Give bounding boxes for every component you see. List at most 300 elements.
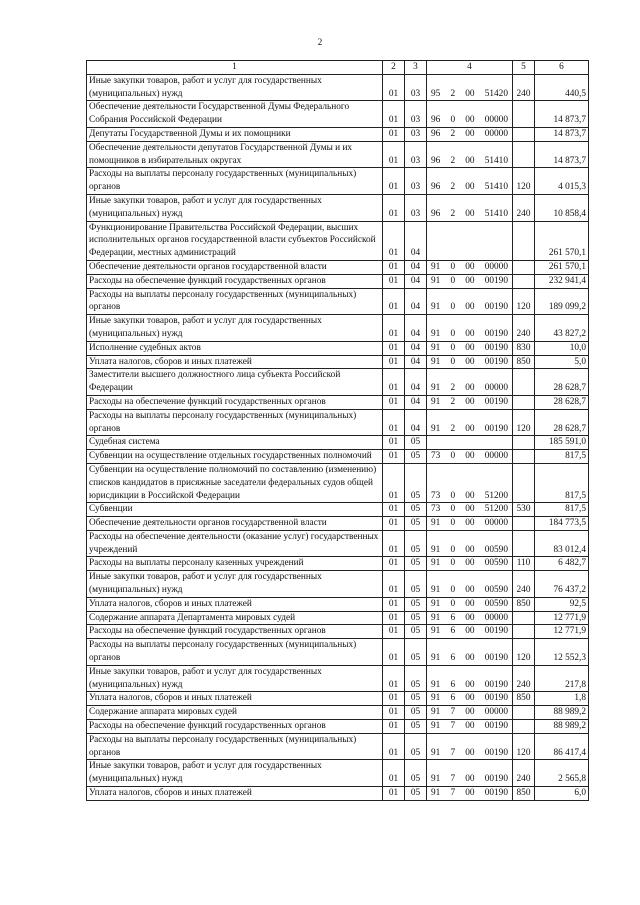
target-article-part: 00 — [465, 261, 475, 272]
section-code: 01 — [383, 597, 405, 611]
target-article-part: 00190 — [484, 356, 508, 367]
target-article-part: 91 — [431, 693, 441, 704]
target-article-part: 00 — [465, 504, 475, 515]
target-article-part: 00 — [465, 328, 475, 339]
target-article-code — [427, 639, 513, 666]
target-article-part: 96 — [431, 155, 441, 166]
target-article-part: 51410 — [484, 155, 508, 166]
expense-type-code — [513, 260, 535, 274]
page-number: 2 — [317, 37, 323, 47]
section-code: 01 — [383, 168, 405, 195]
table-row — [87, 450, 589, 464]
table-row — [87, 74, 589, 101]
target-article-parts — [429, 396, 510, 409]
target-article-part: 00190 — [484, 626, 508, 637]
section-code: 01 — [383, 665, 405, 692]
subsection-code: 04 — [405, 355, 427, 369]
subsection-code: 05 — [405, 517, 427, 531]
target-article-part: 91 — [431, 396, 441, 407]
subsection-code: 04 — [405, 260, 427, 274]
expense-name: Депутаты Государственной Думы и их помощники — [87, 127, 383, 141]
target-article-part: 00 — [465, 679, 475, 690]
expense-name: Обеспечение деятельности органов государственной власти — [87, 517, 383, 531]
target-article-code — [427, 463, 513, 502]
target-article-part: 6 — [450, 653, 456, 664]
expense-type-code: 850 — [513, 355, 535, 369]
target-article-part: 00 — [465, 788, 475, 799]
table-row — [87, 530, 589, 557]
expense-name: Обеспечение деятельности депутатов Государственной Думы и их помощников в избирательных округах — [87, 141, 383, 168]
amount: 189 099,2 — [535, 288, 589, 315]
target-article-parts — [429, 706, 510, 719]
target-article-code — [427, 288, 513, 315]
expense-type-code: 530 — [513, 503, 535, 517]
target-article-part: 0 — [450, 115, 456, 126]
target-article-part: 0 — [450, 302, 456, 313]
table-row — [87, 571, 589, 598]
target-article-part: 00 — [465, 115, 475, 126]
target-article-part: 0 — [450, 585, 456, 596]
target-article-part: 7 — [450, 721, 456, 732]
expense-type-code: 850 — [513, 597, 535, 611]
target-article-code — [427, 260, 513, 274]
target-article-code — [427, 194, 513, 221]
amount: 88 989,2 — [535, 720, 589, 734]
subsection-code: 03 — [405, 141, 427, 168]
target-article-part: 91 — [431, 679, 441, 690]
target-article-part: 00000 — [484, 115, 508, 126]
target-article-part: 00190 — [484, 721, 508, 732]
target-article-parts — [429, 679, 510, 692]
target-article-part: 0 — [450, 518, 456, 529]
target-article-part: 00190 — [484, 275, 508, 286]
expense-name: Расходы на выплаты персоналу казенных учреждений — [87, 557, 383, 571]
target-article-part: 00190 — [484, 302, 508, 313]
target-article-code — [427, 450, 513, 464]
expense-name: Расходы на обеспечение функций государственных органов — [87, 625, 383, 639]
subsection-code: 05 — [405, 720, 427, 734]
target-article-part: 00000 — [484, 518, 508, 529]
expense-type-code: 240 — [513, 74, 535, 101]
section-code: 01 — [383, 74, 405, 101]
amount: 4 015,3 — [535, 168, 589, 195]
amount: 817,5 — [535, 463, 589, 502]
expense-type-code — [513, 395, 535, 409]
section-code: 01 — [383, 450, 405, 464]
table-row — [87, 369, 589, 396]
subsection-code: 05 — [405, 611, 427, 625]
amount: 184 773,5 — [535, 517, 589, 531]
target-article-part: 0 — [450, 544, 456, 555]
target-article-code — [427, 692, 513, 706]
target-article-parts — [429, 155, 510, 168]
target-article-parts — [429, 503, 510, 516]
expense-type-code — [513, 127, 535, 141]
expense-name: Субвенции на осуществление отдельных государственных полномочий — [87, 450, 383, 464]
target-article-part: 00 — [465, 585, 475, 596]
subsection-code: 05 — [405, 557, 427, 571]
amount: 43 827,2 — [535, 315, 589, 342]
amount: 92,5 — [535, 597, 589, 611]
target-article-part: 91 — [431, 356, 441, 367]
target-article-part: 0 — [450, 328, 456, 339]
target-article-part: 91 — [431, 788, 441, 799]
target-article-part: 00590 — [484, 558, 508, 569]
section-code: 01 — [383, 288, 405, 315]
target-article-code — [427, 436, 513, 450]
target-article-part: 00 — [465, 626, 475, 637]
target-article-parts — [429, 356, 510, 369]
table-row — [87, 625, 589, 639]
expense-name: Субвенции — [87, 503, 383, 517]
expense-type-code — [513, 706, 535, 720]
target-article-parts — [429, 490, 510, 503]
section-code: 01 — [383, 355, 405, 369]
target-article-code — [427, 517, 513, 531]
section-code: 01 — [383, 706, 405, 720]
target-article-parts — [429, 128, 510, 141]
target-article-parts — [429, 423, 510, 436]
target-article-part: 7 — [450, 788, 456, 799]
target-article-code — [427, 221, 513, 260]
expense-name: Расходы на выплаты персоналу государственных (муниципальных) органов — [87, 288, 383, 315]
expense-type-code: 240 — [513, 194, 535, 221]
target-article-part: 91 — [431, 261, 441, 272]
section-code: 01 — [383, 274, 405, 288]
amount: 1,8 — [535, 692, 589, 706]
target-article-parts — [429, 692, 510, 705]
subsection-code: 05 — [405, 665, 427, 692]
expense-name: Уплата налогов, сборов и иных платежей — [87, 692, 383, 706]
target-article-part: 0 — [450, 342, 456, 353]
target-article-parts — [429, 787, 510, 800]
target-article-code — [427, 355, 513, 369]
target-article-part: 91 — [431, 707, 441, 718]
subsection-code: 05 — [405, 787, 427, 801]
subsection-code: 04 — [405, 341, 427, 355]
target-article-part: 51410 — [484, 208, 508, 219]
table-row — [87, 168, 589, 195]
expense-type-code — [513, 436, 535, 450]
target-article-part: 0 — [450, 490, 456, 501]
section-code: 01 — [383, 760, 405, 787]
section-code: 01 — [383, 101, 405, 128]
target-article-part: 00000 — [484, 707, 508, 718]
expense-type-code — [513, 450, 535, 464]
target-article-parts — [429, 181, 510, 194]
target-article-part: 51410 — [484, 182, 508, 193]
target-article-part: 95 — [431, 88, 441, 99]
section-code: 01 — [383, 194, 405, 221]
target-article-part: 00 — [465, 612, 475, 623]
target-article-part: 00 — [465, 275, 475, 286]
target-article-code — [427, 733, 513, 760]
subsection-code: 05 — [405, 760, 427, 787]
target-article-part: 0 — [450, 356, 456, 367]
target-article-part: 2 — [450, 88, 456, 99]
amount: 2 565,8 — [535, 760, 589, 787]
expense-type-code — [513, 463, 535, 502]
target-article-part: 00190 — [484, 653, 508, 664]
target-article-part: 00000 — [484, 612, 508, 623]
table-row — [87, 141, 589, 168]
table-row — [87, 706, 589, 720]
expense-type-code: 240 — [513, 571, 535, 598]
target-article-part: 91 — [431, 585, 441, 596]
target-article-part: 00 — [465, 544, 475, 555]
expense-name: Судебная система — [87, 436, 383, 450]
expense-name: Уплата налогов, сборов и иных платежей — [87, 597, 383, 611]
target-article-part: 91 — [431, 423, 441, 434]
table-row — [87, 463, 589, 502]
target-article-part: 00190 — [484, 693, 508, 704]
target-article-part: 00 — [465, 356, 475, 367]
table-row — [87, 760, 589, 787]
target-article-part: 73 — [431, 451, 441, 462]
section-code: 01 — [383, 625, 405, 639]
expense-type-code — [513, 221, 535, 260]
subsection-code: 04 — [405, 274, 427, 288]
table-row — [87, 557, 589, 571]
table-row — [87, 101, 589, 128]
table-row — [87, 288, 589, 315]
target-article-code — [427, 101, 513, 128]
subsection-code: 03 — [405, 127, 427, 141]
table-row — [87, 260, 589, 274]
column-header: 6 — [535, 61, 589, 75]
target-article-parts — [429, 275, 510, 288]
target-article-part: 00 — [465, 396, 475, 407]
target-article-parts — [429, 557, 510, 570]
subsection-code: 05 — [405, 625, 427, 639]
target-article-part: 00590 — [484, 544, 508, 555]
table-row — [87, 221, 589, 260]
target-article-part: 00 — [465, 208, 475, 219]
table-row — [87, 127, 589, 141]
target-article-part: 2 — [450, 155, 456, 166]
subsection-code: 05 — [405, 450, 427, 464]
section-code: 01 — [383, 530, 405, 557]
target-article-part: 2 — [450, 128, 456, 139]
amount: 76 437,2 — [535, 571, 589, 598]
subsection-code: 04 — [405, 369, 427, 396]
target-article-part: 2 — [450, 396, 456, 407]
subsection-code: 03 — [405, 194, 427, 221]
target-article-code — [427, 760, 513, 787]
target-article-part: 00190 — [484, 747, 508, 758]
table-row — [87, 665, 589, 692]
target-article-part: 91 — [431, 342, 441, 353]
target-article-part: 00000 — [484, 383, 508, 394]
section-code: 01 — [383, 571, 405, 598]
table-row — [87, 355, 589, 369]
expense-type-code: 240 — [513, 315, 535, 342]
target-article-part: 51200 — [484, 504, 508, 515]
expense-name: Функционирование Правительства Российской Федерации, высших исполнительных органов государственной власти субъектов Российской Федерации, местных администраций — [87, 221, 383, 260]
target-article-part: 00 — [465, 302, 475, 313]
target-article-part: 00190 — [484, 342, 508, 353]
target-article-part: 00 — [465, 155, 475, 166]
target-article-part: 00 — [465, 721, 475, 732]
subsection-code: 03 — [405, 74, 427, 101]
target-article-part: 51200 — [484, 490, 508, 501]
expense-type-code: 830 — [513, 341, 535, 355]
target-article-part: 6 — [450, 679, 456, 690]
expense-name: Расходы на обеспечение функций государственных органов — [87, 720, 383, 734]
budget-table — [86, 60, 589, 801]
target-article-part: 91 — [431, 612, 441, 623]
target-article-part: 96 — [431, 182, 441, 193]
target-article-code — [427, 503, 513, 517]
target-article-code — [427, 557, 513, 571]
target-article-parts — [429, 584, 510, 597]
target-article-code — [427, 571, 513, 598]
target-article-part: 91 — [431, 558, 441, 569]
expense-type-code — [513, 274, 535, 288]
table-row — [87, 409, 589, 436]
expense-type-code — [513, 530, 535, 557]
target-article-part: 00000 — [484, 451, 508, 462]
column-header: 4 — [427, 61, 513, 75]
expense-name: Иные закупки товаров, работ и услуг для государственных (муниципальных) нужд — [87, 760, 383, 787]
amount: 817,5 — [535, 450, 589, 464]
amount: 10,0 — [535, 341, 589, 355]
target-article-part: 91 — [431, 721, 441, 732]
target-article-part: 0 — [450, 598, 456, 609]
target-article-part: 00 — [465, 518, 475, 529]
subsection-code: 05 — [405, 692, 427, 706]
table-row — [87, 733, 589, 760]
target-article-code — [427, 74, 513, 101]
table-row — [87, 341, 589, 355]
amount: 14 873,7 — [535, 101, 589, 128]
table-row — [87, 720, 589, 734]
target-article-part: 2 — [450, 182, 456, 193]
expense-type-code — [513, 625, 535, 639]
table-row — [87, 395, 589, 409]
target-article-part: 2 — [450, 423, 456, 434]
target-article-part: 7 — [450, 747, 456, 758]
section-code: 01 — [383, 315, 405, 342]
amount: 28 628,7 — [535, 409, 589, 436]
target-article-part: 00590 — [484, 598, 508, 609]
expense-name: Уплата налогов, сборов и иных платежей — [87, 787, 383, 801]
target-article-part: 91 — [431, 626, 441, 637]
target-article-part: 2 — [450, 208, 456, 219]
target-article-part: 7 — [450, 707, 456, 718]
subsection-code: 05 — [405, 597, 427, 611]
table-row — [87, 597, 589, 611]
expense-type-code: 240 — [513, 760, 535, 787]
target-article-part: 91 — [431, 747, 441, 758]
target-article-part: 73 — [431, 490, 441, 501]
section-code: 01 — [383, 260, 405, 274]
table-row — [87, 639, 589, 666]
expense-type-code: 120 — [513, 168, 535, 195]
section-code: 01 — [383, 557, 405, 571]
amount: 261 570,1 — [535, 260, 589, 274]
expense-name: Субвенции на осуществление полномочий по составлению (изменению) списков кандидатов в присяжные заседатели федеральных судов общей юрисдикции в Российской Федерации — [87, 463, 383, 502]
subsection-code: 04 — [405, 315, 427, 342]
target-article-part: 0 — [450, 451, 456, 462]
target-article-part: 00 — [465, 747, 475, 758]
subsection-code: 05 — [405, 571, 427, 598]
subsection-code: 05 — [405, 733, 427, 760]
column-header: 1 — [87, 61, 383, 75]
amount: 28 628,7 — [535, 395, 589, 409]
expense-type-code — [513, 141, 535, 168]
target-article-part: 00000 — [484, 261, 508, 272]
target-article-code — [427, 141, 513, 168]
expense-name: Содержание аппарата мировых судей — [87, 706, 383, 720]
table-row — [87, 787, 589, 801]
expense-name: Иные закупки товаров, работ и услуг для государственных (муниципальных) нужд — [87, 571, 383, 598]
section-code: 01 — [383, 221, 405, 260]
amount: 440,5 — [535, 74, 589, 101]
target-article-part: 91 — [431, 328, 441, 339]
expense-name: Исполнение судебных актов — [87, 341, 383, 355]
target-article-part: 00190 — [484, 396, 508, 407]
target-article-code — [427, 341, 513, 355]
column-number-row — [87, 61, 589, 75]
target-article-parts — [429, 720, 510, 733]
target-article-part: 6 — [450, 693, 456, 704]
section-code: 01 — [383, 409, 405, 436]
subsection-code: 03 — [405, 101, 427, 128]
section-code: 01 — [383, 517, 405, 531]
table-row — [87, 315, 589, 342]
amount: 6,0 — [535, 787, 589, 801]
column-header: 2 — [383, 61, 405, 75]
section-code: 01 — [383, 733, 405, 760]
target-article-part: 0 — [450, 261, 456, 272]
target-article-part: 00 — [465, 88, 475, 99]
table-row — [87, 194, 589, 221]
expense-name: Расходы на обеспечение функций государственных органов — [87, 395, 383, 409]
amount: 12 552,3 — [535, 639, 589, 666]
target-article-part: 91 — [431, 774, 441, 785]
target-article-code — [427, 625, 513, 639]
expense-name: Иные закупки товаров, работ и услуг для государственных (муниципальных) нужд — [87, 315, 383, 342]
target-article-part: 73 — [431, 504, 441, 515]
target-article-part: 00 — [465, 342, 475, 353]
target-article-part: 00590 — [484, 585, 508, 596]
target-article-parts — [429, 328, 510, 341]
table-row — [87, 503, 589, 517]
amount: 217,8 — [535, 665, 589, 692]
section-code: 01 — [383, 463, 405, 502]
target-article-code — [427, 720, 513, 734]
target-article-part: 00 — [465, 653, 475, 664]
amount: 10 858,4 — [535, 194, 589, 221]
subsection-code: 05 — [405, 503, 427, 517]
expense-name: Обеспечение деятельности органов государственной власти — [87, 260, 383, 274]
expense-name: Содержание аппарата Департамента мировых судей — [87, 611, 383, 625]
expense-name: Расходы на выплаты персоналу государственных (муниципальных) органов — [87, 733, 383, 760]
target-article-part: 00 — [465, 490, 475, 501]
target-article-part: 7 — [450, 774, 456, 785]
section-code: 01 — [383, 611, 405, 625]
section-code: 01 — [383, 692, 405, 706]
expense-type-code: 120 — [513, 639, 535, 666]
target-article-part: 91 — [431, 302, 441, 313]
amount: 83 012,4 — [535, 530, 589, 557]
target-article-part: 96 — [431, 208, 441, 219]
expense-type-code — [513, 517, 535, 531]
amount: 185 591,0 — [535, 436, 589, 450]
target-article-code — [427, 369, 513, 396]
target-article-part: 6 — [450, 626, 456, 637]
